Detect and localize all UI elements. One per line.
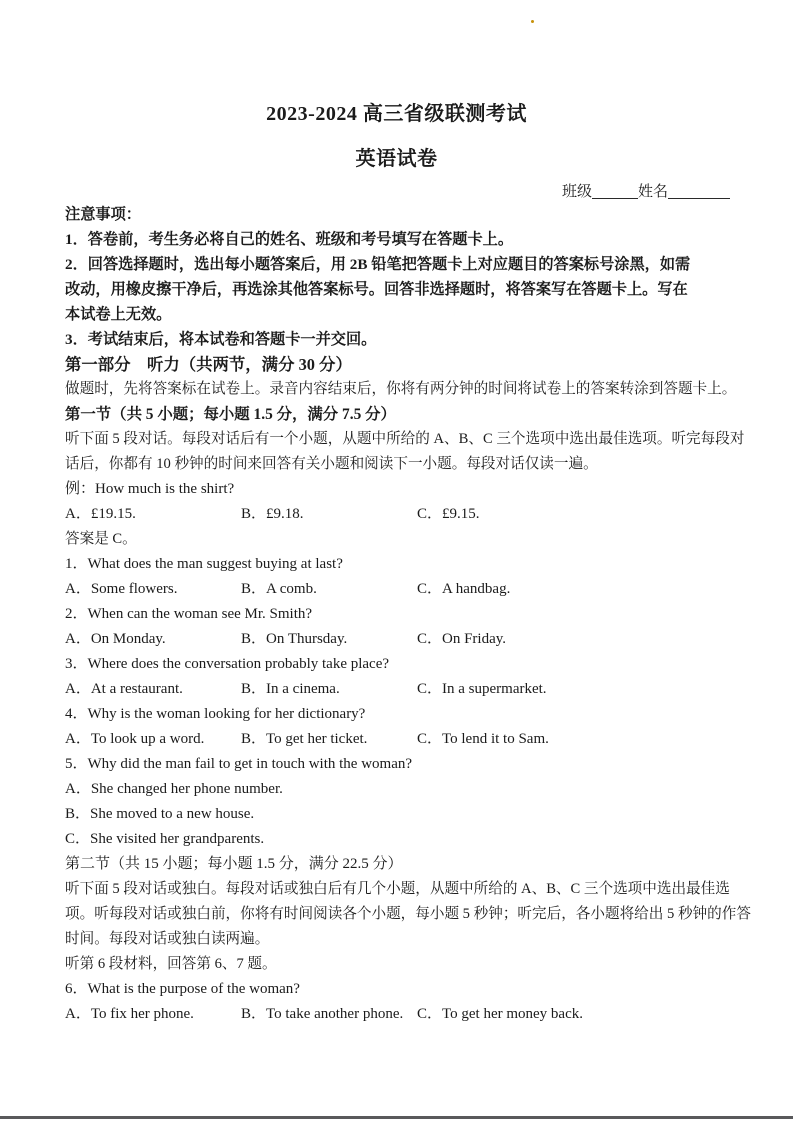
- option-b: B．On Thursday.: [241, 631, 348, 647]
- section2-material-note: 听第 6 段材料，回答第 6、7 题。: [65, 956, 277, 972]
- example-prompt: 例：How much is the shirt?: [65, 481, 235, 497]
- option-a: A．On Monday.: [65, 631, 166, 647]
- class-blank: [592, 183, 638, 199]
- part1-general-note: 做题时，先将答案标在试卷上。录音内容结束后，你将有两分钟的时间将试卷上的答案转涂到答题卡上。: [65, 381, 737, 397]
- question-6-text: 6．What is the purpose of the woman?: [65, 981, 300, 997]
- option-b: B．£9.18.: [241, 506, 304, 522]
- option-a: A．£19.15.: [65, 506, 136, 522]
- exam-subtitle: 英语试卷: [355, 148, 438, 170]
- option-b: B．A comb.: [241, 581, 317, 597]
- section2-instruction-line-2: 项。听每段对话或独白前，你将有时间阅读各个小题，每小题 5 秒钟；听完后，各小题将给出 5 秒钟的作答: [65, 906, 751, 922]
- section1-instruction-line-1: 听下面 5 段对话。每段对话后有一个小题，从题中所给的 A、B、C 三个选项中选出最佳选项。听完每段对: [65, 431, 745, 447]
- section1-instruction-line-2: 话后，你都有 10 秒钟的时间来回答有关小题和阅读下一小题。每段对话仅读一遍。: [65, 456, 598, 472]
- name-blank: [668, 183, 730, 199]
- question-2-options-row: [65, 627, 743, 652]
- question-1-options-row: [65, 577, 743, 602]
- question-2-text: 2．When can the woman see Mr. Smith?: [65, 606, 313, 622]
- example-answer-note: 答案是 C。: [65, 531, 137, 547]
- option-c: C．To lend it to Sam.: [417, 731, 549, 747]
- question-5-option-b: B．She moved to a new house.: [65, 806, 255, 822]
- option-c: C．To get her money back.: [417, 1006, 583, 1022]
- question-3-text: 3．Where does the conversation probably take place?: [65, 656, 390, 672]
- name-label: 姓名: [638, 184, 669, 200]
- notice-item-2-line-1: 2．回答选择题时，选出每小题答案后，用 2B 铅笔把答题卡上对应题目的答案标号涂黑，如需: [65, 256, 691, 273]
- option-b: B．To take another phone.: [241, 1006, 404, 1022]
- section1-heading: 第一节（共 5 小题；每小题 1.5 分，满分 7.5 分）: [65, 406, 396, 423]
- scan-artifact-dot: [531, 20, 534, 23]
- section2-instruction-line-3: 时间。每段对话或独白读两遍。: [65, 931, 270, 947]
- question-6-options-row: [65, 1002, 743, 1027]
- class-label: 班级: [562, 184, 593, 200]
- section2-heading: 第二节（共 15 小题；每小题 1.5 分，满分 22.5 分）: [65, 856, 403, 872]
- notice-item-1: 1．答卷前，考生务必将自己的姓名、班级和考号填写在答题卡上。: [65, 231, 514, 248]
- option-c: C．A handbag.: [417, 581, 511, 597]
- notice-item-2-line-2: 改动，用橡皮擦干净后，再选涂其他答案标号。回答非选择题时，将答案写在答题卡上。写在: [65, 281, 688, 298]
- page-edge-bar: [0, 1116, 793, 1119]
- question-5-text: 5．Why did the man fail to get in touch with the woman?: [65, 756, 413, 772]
- section2-instruction-line-1: 听下面 5 段对话或独白。每段对话或独白后有几个小题，从题中所给的 A、B、C 三个选项中选出最佳选: [65, 881, 730, 897]
- notice-heading: 注意事项：: [65, 206, 141, 223]
- option-c: C．£9.15.: [417, 506, 480, 522]
- option-a: A．At a restaurant.: [65, 681, 183, 697]
- notice-item-2-line-3: 本试卷上无效。: [65, 306, 172, 323]
- option-b: B．To get her ticket.: [241, 731, 368, 747]
- question-4-text: 4．Why is the woman looking for her dictionary?: [65, 706, 366, 722]
- document-body: [65, 202, 751, 1027]
- part1-heading: 第一部分 听力（共两节，满分 30 分）: [65, 355, 352, 374]
- option-c: C．On Friday.: [417, 631, 507, 647]
- option-a: A．To look up a word.: [65, 731, 205, 747]
- question-1-text: 1．What does the man suggest buying at last?: [65, 556, 343, 572]
- option-c: C．In a supermarket.: [417, 681, 547, 697]
- question-3-options-row: [65, 677, 743, 702]
- student-info-line: [562, 180, 730, 201]
- option-a: A．To fix her phone.: [65, 1006, 194, 1022]
- option-a: A．Some flowers.: [65, 581, 178, 597]
- question-5-option-c: C．She visited her grandparents.: [65, 831, 265, 847]
- option-b: B．In a cinema.: [241, 681, 340, 697]
- exam-title: 2023-2024 高三省级联测考试: [266, 103, 527, 125]
- question-4-options-row: [65, 727, 743, 752]
- question-5-option-a: A．She changed her phone number.: [65, 781, 283, 797]
- example-options-row: [65, 502, 743, 527]
- notice-item-3: 3．考试结束后，将本试卷和答题卡一并交回。: [65, 331, 377, 348]
